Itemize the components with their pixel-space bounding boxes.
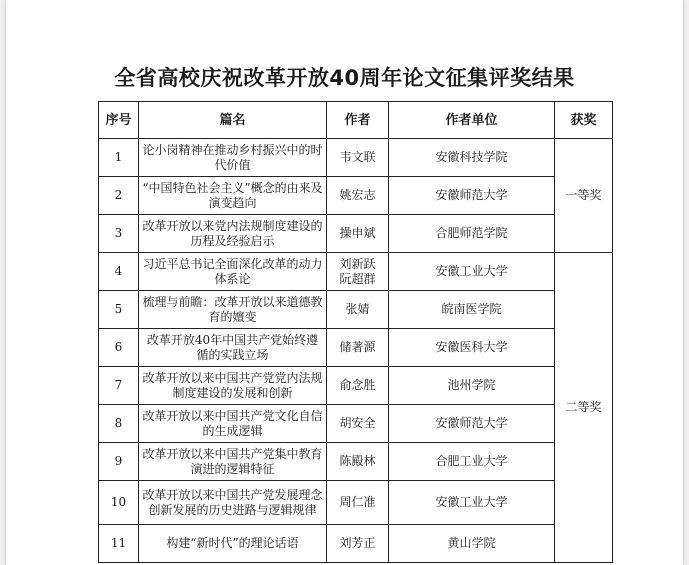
row-author: 储著源 (327, 329, 389, 367)
row-index: 9 (99, 443, 139, 481)
row-title: 习近平总书记全面深化改革的动力体系论 (139, 253, 327, 291)
header-index: 序号 (99, 102, 139, 139)
row-unit: 安徽师范大学 (389, 177, 555, 215)
row-author: 刘新跃 阮超群 (327, 253, 389, 291)
row-title: 改革开放以来党内法规制度建设的历程及经验启示 (139, 215, 327, 253)
table-row (99, 177, 613, 215)
header-title: 篇名 (139, 102, 327, 139)
row-author: 俞念胜 (327, 367, 389, 405)
table-row (99, 253, 613, 291)
row-title: 改革开放以来中国共产党党内法规制度建设的发展和创新 (139, 367, 327, 405)
row-index: 1 (99, 139, 139, 177)
award-first: 一等奖 (555, 139, 613, 253)
row-author: 操申斌 (327, 215, 389, 253)
row-index: 3 (99, 215, 139, 253)
row-unit: 安徽工业大学 (389, 481, 555, 525)
row-title: 改革开放以来中国共产党文化自信的生成逻辑 (139, 405, 327, 443)
awards-table (98, 101, 613, 563)
row-index: 4 (99, 253, 139, 291)
row-unit: 黄山学院 (389, 525, 555, 563)
row-title: 改革开放40年中国共产党始终遵循的实践立场 (139, 329, 327, 367)
row-unit: 皖南医学院 (389, 291, 555, 329)
row-index: 11 (99, 525, 139, 563)
table-row (99, 443, 613, 481)
row-index: 2 (99, 177, 139, 215)
document-title: 全省高校庆祝改革开放40周年论文征集评奖结果 (114, 66, 575, 90)
row-title: 梳理与前瞻：改革开放以来道德教育的嬗变 (139, 291, 327, 329)
table-row (99, 291, 613, 329)
row-unit: 安徽工业大学 (389, 253, 555, 291)
header-award: 获奖 (555, 102, 613, 139)
table-row (99, 405, 613, 443)
row-author: 陈殿林 (327, 443, 389, 481)
table-header-row (99, 102, 613, 139)
row-unit: 安徽医科大学 (389, 329, 555, 367)
row-title: 构建“新时代”的理论话语 (139, 525, 327, 563)
row-unit: 合肥师范学院 (389, 215, 555, 253)
row-author: 张婧 (327, 291, 389, 329)
row-author: 韦文联 (327, 139, 389, 177)
row-author: 周仁准 (327, 481, 389, 525)
table-row (99, 481, 613, 525)
header-unit: 作者单位 (389, 102, 555, 139)
row-index: 7 (99, 367, 139, 405)
row-title: 改革开放以来中国共产党集中教育演进的逻辑特征 (139, 443, 327, 481)
row-unit: 池州学院 (389, 367, 555, 405)
row-title: “中国特色社会主义”概念的由来及演变趋向 (139, 177, 327, 215)
row-index: 6 (99, 329, 139, 367)
table-row (99, 525, 613, 563)
award-second: 二等奖 (555, 253, 613, 563)
row-author: 姚宏志 (327, 177, 389, 215)
table-row (99, 139, 613, 177)
header-author: 作者 (327, 102, 389, 139)
row-index: 5 (99, 291, 139, 329)
row-index: 10 (99, 481, 139, 525)
row-title: 改革开放以来中国共产党发展理念创新发展的历史进路与逻辑规律 (139, 481, 327, 525)
row-index: 8 (99, 405, 139, 443)
table-row (99, 215, 613, 253)
table-row (99, 367, 613, 405)
row-author: 胡安全 (327, 405, 389, 443)
row-author: 刘芳正 (327, 525, 389, 563)
row-unit: 安徽师范大学 (389, 405, 555, 443)
row-unit: 安徽科技学院 (389, 139, 555, 177)
table-row (99, 329, 613, 367)
row-title: 论小岗精神在推动乡村振兴中的时代价值 (139, 139, 327, 177)
row-unit: 合肥工业大学 (389, 443, 555, 481)
